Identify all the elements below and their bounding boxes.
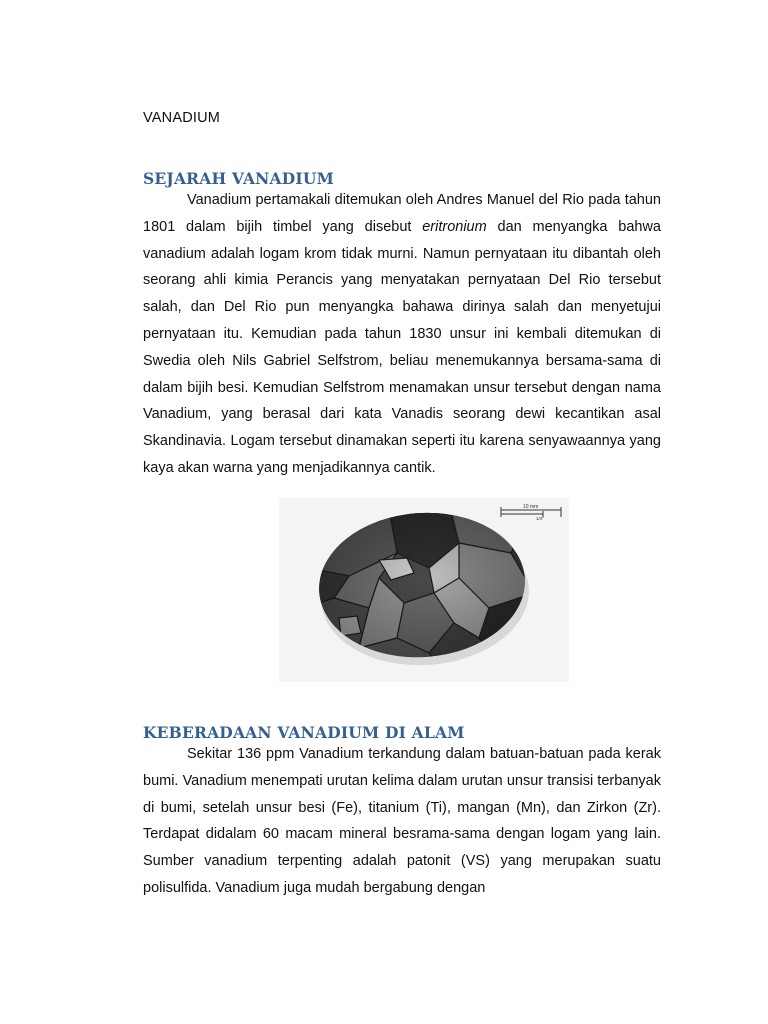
scale-label-inch: 1/4" — [536, 516, 544, 521]
italic-term: eritronium — [422, 218, 487, 235]
paragraph-sejarah — [143, 187, 661, 482]
section-heading-sejarah: SEJARAH VANADIUM — [143, 169, 334, 188]
scale-bar — [501, 504, 561, 521]
section-heading-keberadaan: KEBERADAAN VANADIUM DI ALAM — [143, 723, 465, 742]
paragraph-keberadaan: Sekitar 136 ppm Vanadium terkandung dalam batuan-batuan pada kerak bumi. Vanadium menempati urutan kelima dalam urutan unsur transisi terbanyak di bumi, setelah unsur besi (Fe), titanium (Ti), mangan (Mn), dan Zirkon (Zr). Terdapat didalam 60 macam mineral besrama-sama dengan logam yang lain. Sumber vanadium terpenting adalah patonit (VS) yang merupakan suatu polisulfida. Vanadium juga mudah bergabung dengan — [143, 746, 661, 896]
document-title: VANADIUM — [143, 110, 221, 126]
vanadium-crystal-photo — [279, 498, 569, 682]
vanadium-disc-image — [279, 498, 569, 682]
paragraph-text: Vanadium pertamakali ditemukan oleh Andres Manuel del Rio pada tahun 1801 dalam bijih timbel yang disebut — [143, 192, 661, 235]
scale-label-mm: 10 mm — [523, 504, 539, 510]
paragraph-text: dan menyangka bahwa vanadium adalah logam krom tidak murni. Namun pernyataan itu dibantah oleh seorang ahli kimia Perancis yang menyatakan pernyataan Del Rio tersebut salah, dan Del Rio pun menyangka bahawa dirinya salah dan menyetujui pernyataan itu. Kemudian pada tahun 1830 unsur ini kembali ditemukan di Swedia oleh Nils Gabriel Selfstrom, beliau menemukannya bersama-sama di dalam bijih besi. Kemudian Selfstrom menamakan unsur tersebut dengan nama Vanadium, yang berasal dari kata Vanadis seorang dewi kecantikan asal Skandinavia. Logam tersebut dinamakan seperti itu karena senyawaannya yang kaya akan warna yang menjadikannya cantik. — [143, 218, 661, 476]
